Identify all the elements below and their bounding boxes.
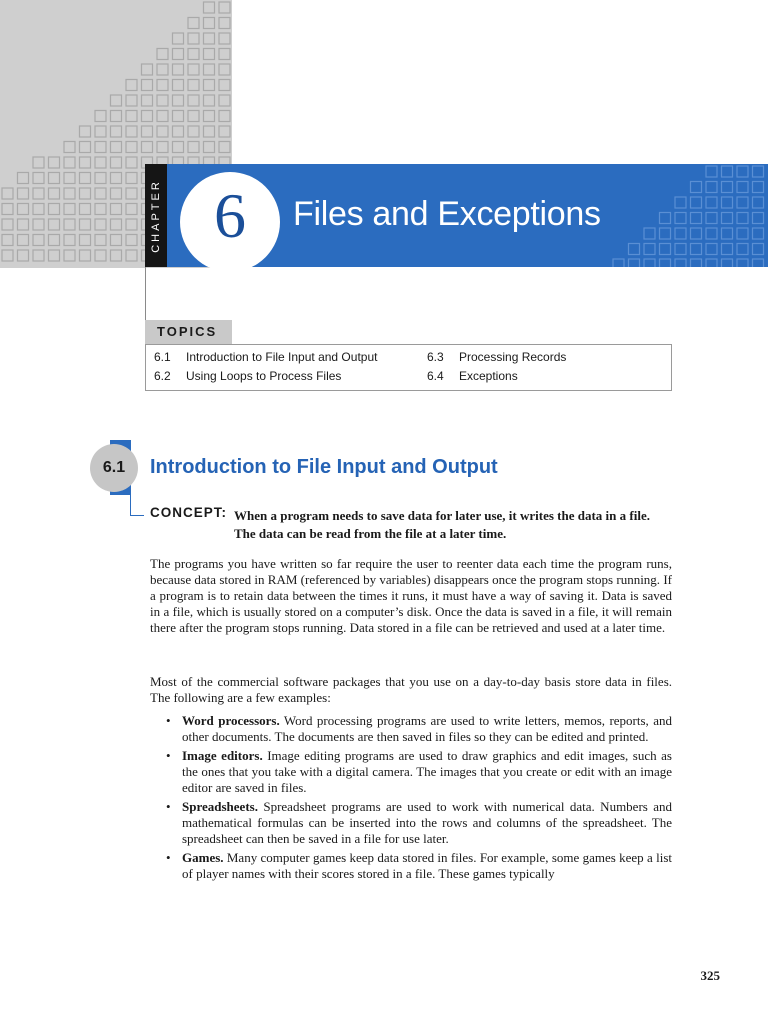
grid-square — [722, 166, 733, 177]
grid-square — [95, 173, 106, 184]
list-item — [163, 748, 672, 796]
grid-square — [706, 244, 717, 255]
grid-square — [126, 250, 137, 261]
grid-square — [173, 126, 184, 137]
list-item — [163, 713, 672, 745]
grid-square — [691, 259, 702, 267]
list-item-text: Image editing programs are used to draw graphics and edit images, such as the ones that you take with a digital camera. The images that you create or edit with an image editor are saved in files. — [182, 747, 672, 795]
grid-square — [737, 213, 748, 224]
chapter-number: 6 — [214, 180, 246, 251]
grid-square — [2, 250, 13, 261]
body-paragraph: Most of the commercial software packages that you use on a day-to-day basis store data in files. The following are a few examples: — [150, 674, 672, 706]
grid-square — [188, 64, 199, 75]
concept-accent-tick — [130, 515, 144, 516]
grid-square — [706, 197, 717, 208]
grid-square — [219, 126, 230, 137]
grid-square — [706, 259, 717, 267]
grid-square — [204, 126, 215, 137]
topic-number: 6.2 — [154, 369, 171, 383]
grid-square — [126, 235, 137, 246]
grid-square — [660, 259, 671, 267]
grid-square — [49, 173, 60, 184]
list-item-term: Image editors. — [182, 747, 263, 763]
grid-square — [18, 219, 29, 230]
grid-square — [111, 157, 122, 168]
grid-square — [142, 80, 153, 91]
grid-square — [157, 80, 168, 91]
topic-text: Introduction to File Input and Output — [186, 350, 378, 364]
grid-square — [126, 173, 137, 184]
grid-square — [737, 259, 748, 267]
grid-square — [80, 142, 91, 153]
grid-square — [157, 64, 168, 75]
grid-square — [111, 235, 122, 246]
grid-square — [722, 213, 733, 224]
grid-square — [219, 95, 230, 106]
list-item — [163, 799, 672, 847]
grid-square — [188, 18, 199, 29]
grid-square — [18, 204, 29, 215]
topic-text: Using Loops to Process Files — [186, 369, 342, 383]
grid-square — [95, 126, 106, 137]
chapter-label-wrap — [145, 164, 167, 267]
grid-square — [95, 157, 106, 168]
list-item-text: Word processing programs are used to write letters, memos, reports, and other documents. The documents are then saved in files so they can be edited and printed. — [182, 713, 672, 745]
grid-square — [737, 197, 748, 208]
grid-square — [691, 213, 702, 224]
header-divider-line — [145, 267, 146, 321]
grid-square — [111, 250, 122, 261]
grid-square — [95, 235, 106, 246]
grid-square — [706, 228, 717, 239]
grid-square — [691, 244, 702, 255]
section-title: Introduction to File Input and Output — [150, 456, 498, 478]
grid-square — [173, 64, 184, 75]
grid-square — [675, 213, 686, 224]
grid-square — [737, 228, 748, 239]
grid-square — [173, 142, 184, 153]
chapter-number-circle — [180, 172, 280, 272]
grid-square — [188, 126, 199, 137]
bullet-icon: • — [166, 747, 171, 763]
grid-square — [18, 188, 29, 199]
grid-square — [111, 173, 122, 184]
grid-square — [675, 259, 686, 267]
grid-square — [157, 95, 168, 106]
grid-square — [49, 235, 60, 246]
topic-text: Processing Records — [459, 350, 567, 364]
chapter-label: CHAPTER — [150, 178, 162, 253]
grid-square — [111, 126, 122, 137]
grid-square — [204, 142, 215, 153]
grid-square — [126, 95, 137, 106]
grid-square — [111, 188, 122, 199]
grid-square — [204, 49, 215, 60]
grid-square — [629, 259, 640, 267]
grid-square — [722, 197, 733, 208]
grid-square — [111, 142, 122, 153]
grid-square — [64, 173, 75, 184]
topic-number: 6.1 — [154, 350, 171, 364]
grid-square — [111, 219, 122, 230]
grid-square — [80, 219, 91, 230]
grid-square — [737, 166, 748, 177]
grid-square — [64, 142, 75, 153]
grid-square — [675, 228, 686, 239]
grid-square — [753, 197, 764, 208]
grid-square — [80, 126, 91, 137]
grid-square — [49, 157, 60, 168]
grid-square — [2, 188, 13, 199]
grid-square — [49, 250, 60, 261]
grid-square — [64, 219, 75, 230]
grid-square — [219, 142, 230, 153]
grid-square — [644, 244, 655, 255]
grid-square — [64, 204, 75, 215]
grid-square — [188, 49, 199, 60]
grid-square — [126, 142, 137, 153]
grid-square — [157, 126, 168, 137]
list-item-text: Spreadsheet programs are used to work with numerical data. Numbers and mathematical formulas can be inserted into the rows and columns of the spreadsheet. The spreadsheet can then be saved in a file for use later. — [182, 798, 672, 846]
grid-square — [80, 188, 91, 199]
concept-text: When a program needs to save data for later use, it writes the data in a file. The data can be read from the file at a later time. — [234, 508, 650, 541]
grid-square — [675, 244, 686, 255]
grid-square — [737, 182, 748, 193]
grid-square — [722, 182, 733, 193]
topic-text: Exceptions — [459, 369, 518, 383]
grid-square — [188, 80, 199, 91]
grid-square — [219, 111, 230, 122]
body-paragraph: The programs you have written so far require the user to reenter data each time the program runs, because data stored in RAM (referenced by variables) disappears once the program stops running. If a program is to retain data between the times it runs, it must have a way of saving it. Data is saved in a file, which is usually stored on a computer’s disk. Once the data is saved in a file, it will remain there after the program stops running. Data stored in a file can be retrieved and used at a later time. — [150, 556, 672, 636]
grid-square — [80, 173, 91, 184]
examples-list — [163, 713, 672, 884]
grid-square — [142, 111, 153, 122]
grid-square — [157, 49, 168, 60]
section-number-circle — [90, 444, 138, 492]
bullet-icon: • — [166, 713, 171, 728]
grid-square — [33, 157, 44, 168]
grid-square — [95, 219, 106, 230]
grid-square — [629, 244, 640, 255]
grid-square — [753, 213, 764, 224]
grid-square — [142, 126, 153, 137]
grid-square — [204, 111, 215, 122]
grid-square — [126, 157, 137, 168]
topic-number: 6.3 — [427, 350, 444, 364]
grid-square — [64, 250, 75, 261]
grid-square — [111, 111, 122, 122]
grid-square — [2, 219, 13, 230]
grid-square — [33, 250, 44, 261]
bullet-icon: • — [166, 798, 171, 814]
list-item-term: Games. — [182, 849, 224, 865]
grid-square — [722, 228, 733, 239]
grid-square — [219, 33, 230, 44]
topic-number: 6.4 — [427, 369, 444, 383]
grid-square — [706, 213, 717, 224]
grid-square — [2, 235, 13, 246]
grid-square — [33, 219, 44, 230]
grid-square — [204, 18, 215, 29]
grid-square — [95, 250, 106, 261]
grid-square — [753, 244, 764, 255]
grid-square — [204, 33, 215, 44]
grid-square — [691, 197, 702, 208]
grid-square — [126, 80, 137, 91]
grid-square — [95, 188, 106, 199]
grid-square — [111, 204, 122, 215]
grid-square — [173, 80, 184, 91]
grid-square — [80, 250, 91, 261]
grid-square — [188, 111, 199, 122]
grid-square — [722, 244, 733, 255]
grid-square — [49, 219, 60, 230]
page-number: 325 — [700, 968, 720, 983]
grid-square — [188, 33, 199, 44]
grid-square — [644, 259, 655, 267]
topic-item — [427, 348, 566, 366]
grid-square — [204, 2, 215, 13]
grid-square — [142, 142, 153, 153]
grid-square — [18, 235, 29, 246]
topics-box — [145, 344, 672, 391]
grid-square — [126, 111, 137, 122]
grid-square — [219, 64, 230, 75]
section-number: 6.1 — [102, 459, 126, 476]
grid-square — [173, 33, 184, 44]
grid-square — [753, 182, 764, 193]
grid-square — [95, 111, 106, 122]
grid-square — [219, 49, 230, 60]
grid-square — [126, 126, 137, 137]
grid-square — [204, 95, 215, 106]
grid-square — [33, 204, 44, 215]
grid-square — [691, 228, 702, 239]
grid-square — [142, 64, 153, 75]
grid-square — [126, 188, 137, 199]
grid-square — [188, 95, 199, 106]
bullet-icon: • — [166, 849, 171, 865]
grid-square — [219, 18, 230, 29]
grid-square — [219, 80, 230, 91]
concept-label: CONCEPT: — [150, 505, 228, 520]
grid-square — [2, 204, 13, 215]
grid-square — [204, 80, 215, 91]
grid-square — [691, 182, 702, 193]
grid-square — [18, 250, 29, 261]
grid-square — [753, 228, 764, 239]
topic-item — [427, 367, 518, 385]
grid-square — [173, 49, 184, 60]
grid-square — [660, 213, 671, 224]
grid-square — [64, 157, 75, 168]
concept-accent-line — [130, 495, 131, 516]
list-item-text: Many computer games keep data stored in files. For example, some games keep a list of player names with their scores stored in a file. These games typically — [182, 849, 672, 881]
grid-square — [613, 259, 624, 267]
grid-square — [737, 244, 748, 255]
grid-square — [204, 64, 215, 75]
grid-square — [18, 173, 29, 184]
grid-square — [675, 197, 686, 208]
grid-square — [660, 228, 671, 239]
grid-square — [142, 95, 153, 106]
list-item-term: Spreadsheets. — [182, 798, 258, 814]
grid-square — [80, 204, 91, 215]
grid-square — [33, 188, 44, 199]
grid-square — [49, 204, 60, 215]
grid-square — [95, 204, 106, 215]
grid-square — [706, 182, 717, 193]
grid-square — [219, 2, 230, 13]
grid-square — [111, 95, 122, 106]
grid-square — [33, 173, 44, 184]
grid-square — [706, 166, 717, 177]
grid-square — [157, 142, 168, 153]
grid-square — [126, 219, 137, 230]
grid-square — [722, 259, 733, 267]
grid-square — [157, 111, 168, 122]
grid-square — [80, 235, 91, 246]
topic-item — [154, 348, 377, 366]
grid-square — [33, 235, 44, 246]
grid-square — [49, 188, 60, 199]
grid-square — [753, 166, 764, 177]
chapter-title: Files and Exceptions — [293, 195, 601, 233]
grid-square — [173, 95, 184, 106]
list-item — [163, 850, 672, 882]
grid-square — [64, 235, 75, 246]
grid-square — [188, 142, 199, 153]
list-item-term: Word processors. — [182, 713, 280, 728]
grid-square — [126, 204, 137, 215]
grid-square — [80, 157, 91, 168]
grid-square — [660, 244, 671, 255]
grid-square — [95, 142, 106, 153]
grid-square — [753, 259, 764, 267]
grid-square — [173, 111, 184, 122]
topic-item — [154, 367, 341, 385]
grid-square — [64, 188, 75, 199]
topics-label: TOPICS — [145, 320, 232, 344]
grid-square — [644, 228, 655, 239]
